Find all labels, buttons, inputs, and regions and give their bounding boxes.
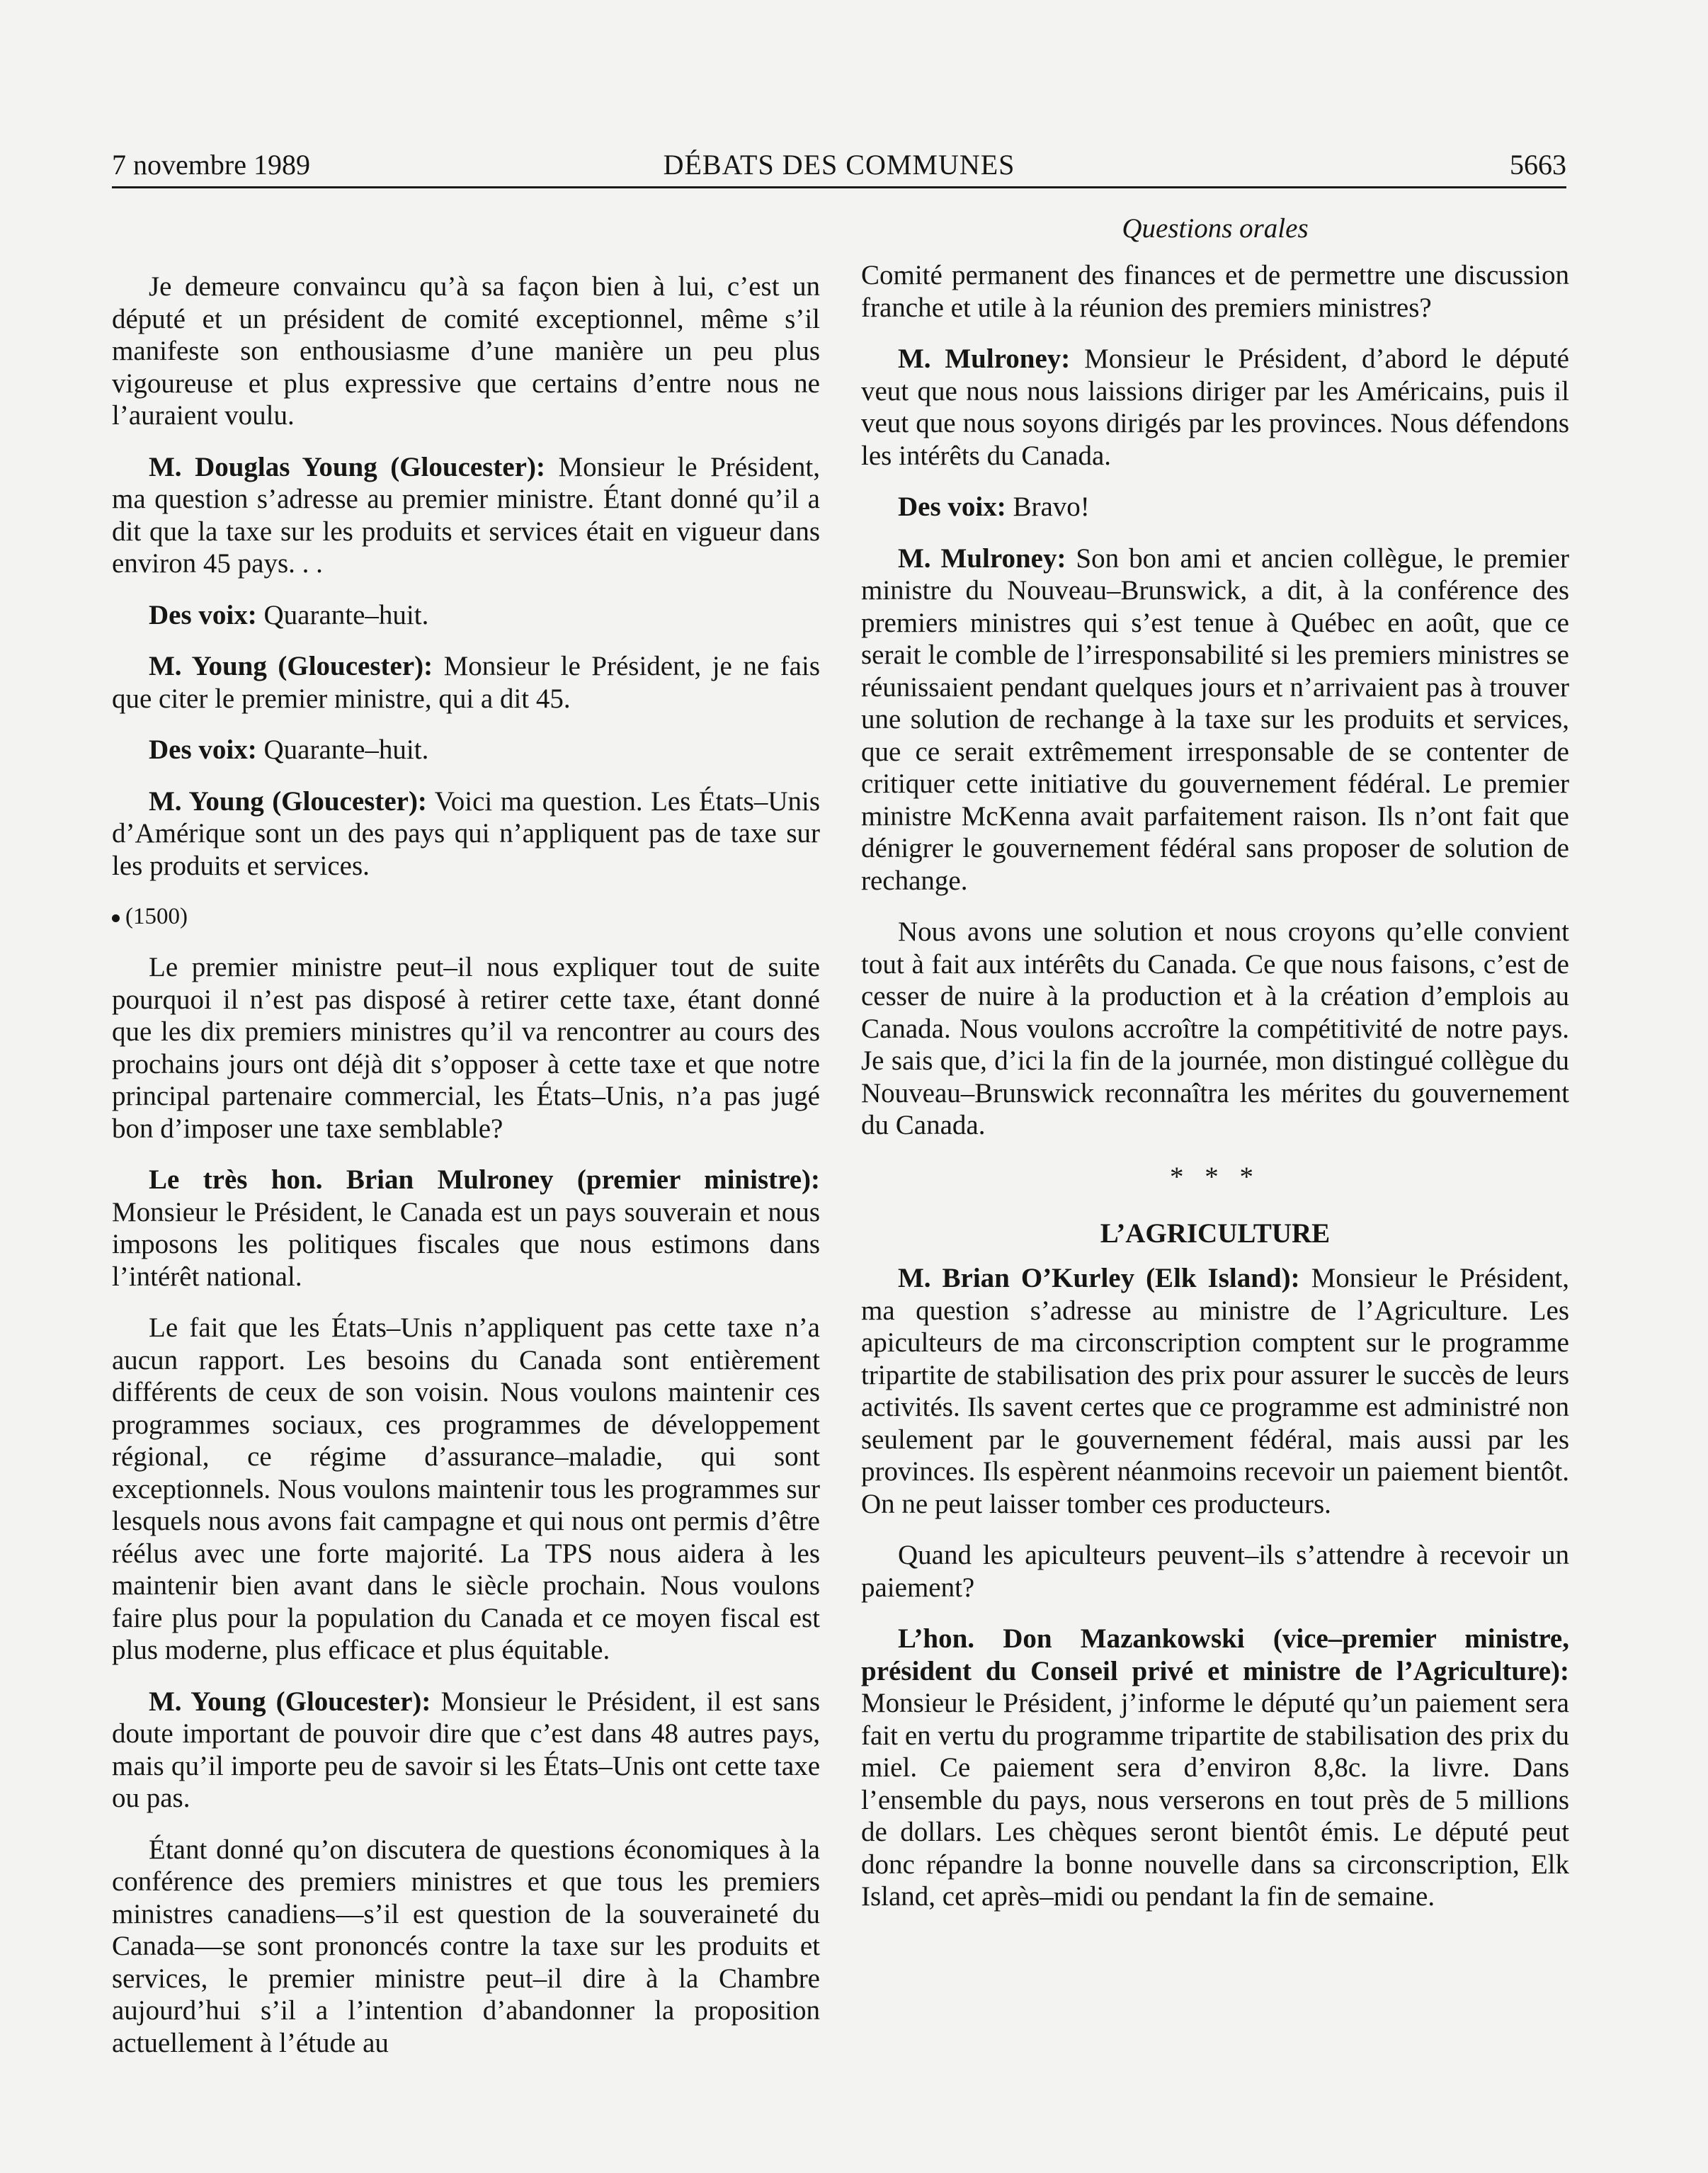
speech-text: Quarante–huit. bbox=[256, 734, 429, 765]
paragraph bbox=[112, 1686, 820, 1815]
paragraph: Je demeure convaincu qu’à sa façon bien à lui, c’est un député et un président de comité exceptionnel, même s’il manifeste son enthousiasme d’une manière un peu plus vigoureuse et plus expressive que certains d’entre nous ne l’auraient voulu. bbox=[112, 271, 820, 431]
paragraph bbox=[112, 785, 820, 883]
paragraph: Le premier ministre peut–il nous expliquer tout de suite pourquoi il n’est pas disposé à retirer cette taxe, étant donné que les dix premiers ministres qu’il va rencontrer au cours des prochains jours ont déjà dit s’opposer à cette taxe et que notre principal partenaire commercial, les États–Unis, n’a pas jugé bon d’imposer une taxe semblable? bbox=[112, 952, 820, 1144]
paragraph bbox=[861, 343, 1569, 472]
speech-text: Quarante–huit. bbox=[256, 599, 429, 630]
speech-text: Monsieur le Président, il est sans doute important de pouvoir dire que c’est dans 48 autres pays, mais qu’il importe peu de savoir si les États–Unis ont cette taxe ou pas. bbox=[112, 1686, 820, 1813]
time-marker bbox=[112, 901, 820, 932]
paragraph: Comité permanent des finances et de permettre une discussion franche et utile à la réunion des premiers ministres? bbox=[861, 260, 1569, 323]
section-separator: * * * bbox=[1170, 1161, 1260, 1192]
speaker-name: Le très hon. Brian Mulroney (premier ministre): bbox=[149, 1164, 820, 1195]
paragraph bbox=[112, 734, 820, 766]
header-page-number: 5663 bbox=[1510, 149, 1566, 181]
header-title: DÉBATS DES COMMUNES bbox=[663, 149, 1015, 181]
paragraph bbox=[861, 491, 1569, 523]
paragraph bbox=[861, 1623, 1569, 1913]
speaker-name: Des voix: bbox=[149, 599, 257, 630]
speaker-name: M. Mulroney: bbox=[898, 344, 1071, 374]
paragraph: Le fait que les États–Unis n’appliquent pas cette taxe n’a aucun rapport. Les besoins du Canada sont entièrement différents de ceux de son voisin. Nous voulons maintenir ces programmes sociaux, ces programmes de développement régional, ce régime d’assurance–maladie, qui sont exceptionnels. Nous voulons maintenir tous les programmes sur lesquels nous avons fait campagne et qui nous ont permis d’être réélus avec une forte majorité. La TPS nous aidera à les maintenir bien avant dans le siècle prochain. Nous voulons faire plus pour la population du Canada et ce moyen fiscal est plus moderne, plus efficace et plus équitable. bbox=[112, 1312, 820, 1665]
paragraph bbox=[112, 451, 820, 580]
speech-text: Monsieur le Président, ma question s’adresse au ministre de l’Agriculture. Les apiculteurs de ma circonscription comptent sur le programme tripartite de stabilisation des prix pour assurer le succès de leurs activités. Ils savent certes que ce programme est administré non seulement par le gouvernement fédéral, mais aussi par les provinces. Ils espèrent néanmoins recevoir un paiement bientôt. On ne peut laisser tomber ces producteurs. bbox=[861, 1263, 1569, 1519]
speaker-name: L’hon. Don Mazankowski (vice–premier ministre, président du Conseil privé et ministre de l’Agriculture): bbox=[861, 1623, 1569, 1686]
paragraph: Nous avons une solution et nous croyons qu’elle convient tout à fait aux intérêts du Canada. Ce que nous faisons, c’est de cesser de nuire à la production et à la création d’emplois au Canada. Nous voulons accroître la compétitivité de notre pays. Je sais que, d’ici la fin de la journée, mon distingué collègue du Nouveau–Brunswick reconnaîtra les mérites du gouvernement du Canada. bbox=[861, 917, 1569, 1140]
right-column bbox=[861, 212, 1569, 1932]
speech-text: Monsieur le Président, d’abord le député veut que nous nous laissions diriger par les Américains, puis il veut que nous soyons dirigés par les provinces. Nous défendons les intérêts du Canada. bbox=[861, 344, 1569, 471]
speaker-name: M. Young (Gloucester): bbox=[149, 785, 427, 817]
speech-text: Monsieur le Président, le Canada est un pays souverain et nous imposons les politiques fiscales que nous estimons dans l’intérêt national. bbox=[112, 1196, 820, 1292]
bullet-icon bbox=[112, 914, 120, 922]
paragraph bbox=[112, 1164, 820, 1293]
paragraph bbox=[112, 650, 820, 715]
speech-text: Bravo! bbox=[1006, 492, 1090, 522]
left-column bbox=[112, 271, 820, 2078]
speech-text: Monsieur le Président, ma question s’adresse au premier ministre. Étant donné qu’il a dit que la taxe sur les produits et services était en vigueur dans environ 45 pays. . . bbox=[112, 451, 820, 579]
speaker-name: M. Young (Gloucester): bbox=[149, 651, 433, 681]
time-marker-text: (1500) bbox=[125, 904, 188, 929]
paragraph bbox=[861, 1262, 1569, 1520]
header-date: 7 novembre 1989 bbox=[112, 149, 310, 181]
speech-text: Monsieur le Président, je ne fais que citer le premier ministre, qui a dit 45. bbox=[112, 651, 821, 714]
speaker-name: M. Young (Gloucester): bbox=[149, 1686, 431, 1717]
speech-text: Monsieur le Président, j’informe le député qu’un paiement sera fait en vertu du programme tripartite de stabilisation des prix du miel. Ce paiement sera d’environ 8,8c. la livre. Dans l’ensemble du pays, nous verserons en tout près de 5 millions de dollars. Les chèques seront bientôt émis. Le député peut donc répandre la bonne nouvelle dans sa circonscription, Elk Island, cet après–midi ou pendant la fin de semaine. bbox=[861, 1688, 1569, 1912]
speaker-name: M. Brian O’Kurley (Elk Island): bbox=[898, 1263, 1300, 1293]
section-heading: L’AGRICULTURE bbox=[1100, 1218, 1331, 1249]
speaker-name: M. Mulroney: bbox=[898, 543, 1066, 574]
paragraph bbox=[861, 543, 1569, 897]
paragraph: Étant donné qu’on discutera de questions économiques à la conférence des premiers ministres et que tous les premiers ministres canadiens—s’il est question de la souveraineté du Canada—se sont prononcés contre la taxe sur les produits et services, le premier ministre peut–il dire à la Chambre aujourd’hui s’il a l’intention d’abandonner la proposition actuellement à l’étude au bbox=[112, 1834, 820, 2058]
page-header bbox=[112, 144, 1566, 186]
speaker-name: Des voix: bbox=[149, 734, 257, 765]
paragraph: Quand les apiculteurs peuvent–ils s’attendre à recevoir un paiement? bbox=[861, 1540, 1569, 1603]
speaker-name: Des voix: bbox=[898, 492, 1006, 522]
speech-text: Voici ma question. Les États–Unis d’Amérique sont un des pays qui n’appliquent pas de taxe sur les produits et services. bbox=[112, 785, 821, 881]
speaker-name: M. Douglas Young (Gloucester): bbox=[149, 451, 545, 482]
paragraph bbox=[112, 599, 820, 632]
running-head: Questions orales bbox=[1122, 213, 1309, 244]
header-rule bbox=[112, 186, 1566, 188]
speech-text: Son bon ami et ancien collègue, le premier ministre du Nouveau–Brunswick, a dit, à la conférence des premiers ministres qui s’est tenue à Québec en août, que ce serait le comble de l’irresponsabilité si les premiers ministres se réunissaient pendant quelques jours et n’arrivaient pas à trouver une solution de rechange à la taxe sur les produits et services, que ce serait extrêmement irresponsable de se contenter de critiquer cette initiative du gouvernement fédéral. Le premier ministre McKenna avait parfaitement raison. Ils n’ont fait que dénigrer le gouvernement fédéral sans proposer de solution de rechange. bbox=[861, 543, 1569, 896]
